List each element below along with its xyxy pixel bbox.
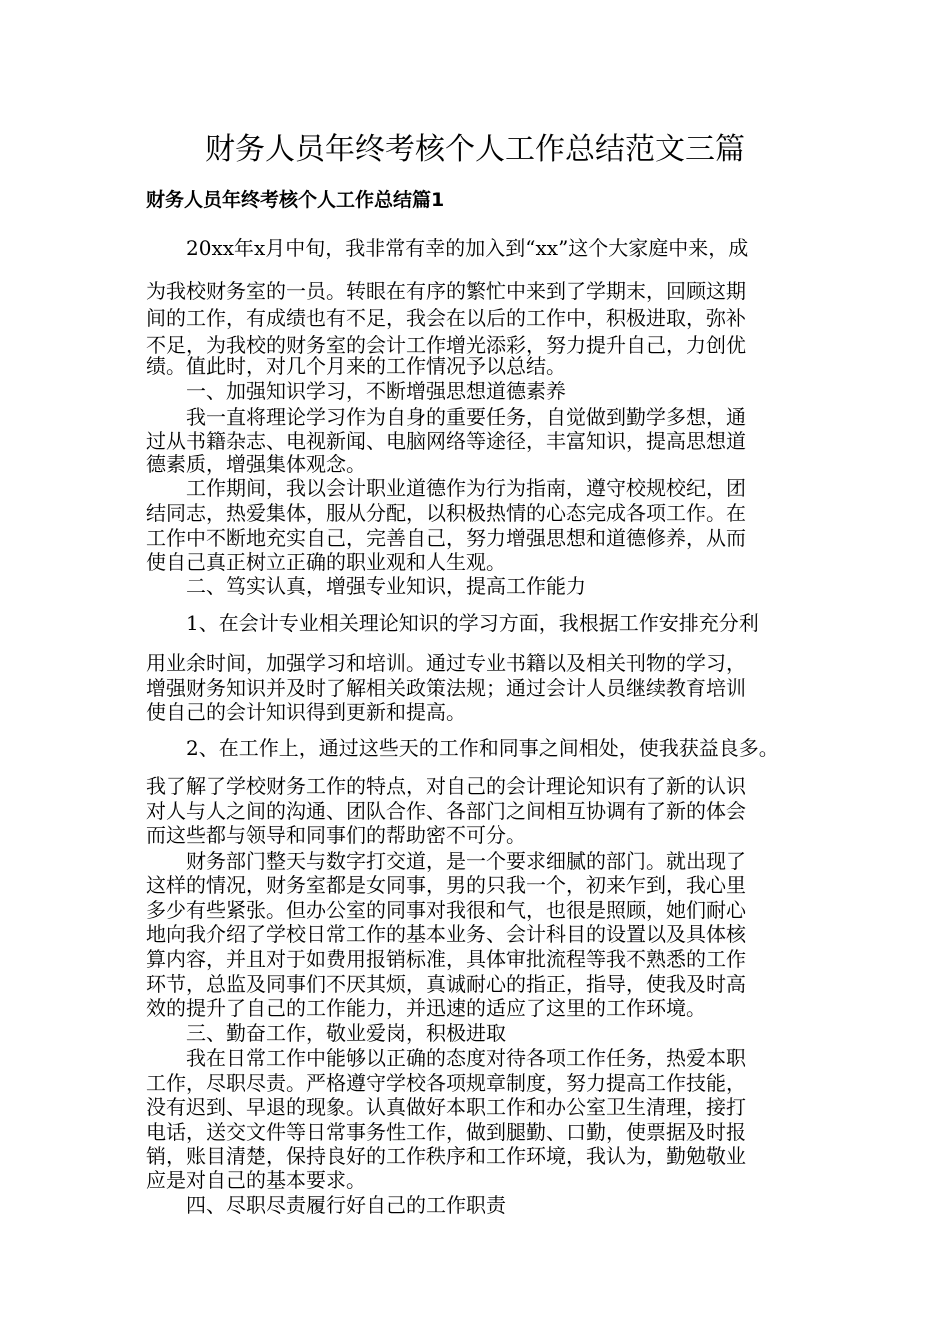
text-line: 增强财务知识并及时了解相关政策法规；通过会计人员继续教育培训 (146, 676, 746, 700)
text-line: 为我校财务室的一员。转眼在有序的繁忙中来到了学期末，回顾这期 (146, 279, 746, 303)
text-line: 没有迟到、早退的现象。认真做好本职工作和办公室卫生清理，接打 (146, 1095, 746, 1119)
text-line: 使自己的会计知识得到更新和提高。 (146, 700, 466, 724)
text-line: 四、尽职尽责履行好自己的工作职责 (186, 1193, 506, 1217)
text-line: 电话，送交文件等日常事务性工作，做到腿勤、口勤，使票据及时报 (146, 1120, 746, 1144)
text-line: 效的提升了自己的工作能力，并迅速的适应了这里的工作环境。 (146, 996, 706, 1020)
text-line: 用业余时间，加强学习和培训。通过专业书籍以及相关刊物的学习， (146, 651, 746, 675)
text-line: 工作期间，我以会计职业道德作为行为指南，遵守校规校纪，团 (186, 476, 746, 500)
section-heading: 财务人员年终考核个人工作总结篇1 (146, 189, 445, 211)
text-line: 销，账目清楚，保持良好的工作秩序和工作环境，我认为，勤勉敬业 (146, 1144, 746, 1168)
text-line: 2、在工作上，通过这些天的工作和同事之间相处，使我获益良多。 (186, 736, 779, 760)
text-line: 过从书籍杂志、电视新闻、电脑网络等途径，丰富知识，提高思想道 (146, 429, 746, 453)
text-line: 间的工作，有成绩也有不足，我会在以后的工作中，积极进取，弥补 (146, 306, 746, 330)
text-line: 对人与人之间的沟通、团队合作、各部门之间相互协调有了新的体会 (146, 799, 746, 823)
text-line: 多少有些紧张。但办公室的同事对我很和气，也很是照顾，她们耐心 (146, 898, 746, 922)
text-line: 算内容，并且对于如费用报销标准，具体审批流程等我不熟悉的工作 (146, 947, 746, 971)
text-line: 而这些都与领导和同事们的帮助密不可分。 (146, 823, 526, 847)
text-line: 我一直将理论学习作为自身的重要任务，自觉做到勤学多想，通 (186, 405, 746, 429)
text-line: 应是对自己的基本要求。 (146, 1168, 366, 1192)
text-line: 德素质，增强集体观念。 (146, 452, 366, 476)
text-line: 结同志，热爱集体，服从分配，以积极热情的心态完成各项工作。在 (146, 501, 746, 525)
text-line: 财务部门整天与数字打交道，是一个要求细腻的部门。就出现了 (186, 849, 746, 873)
text-line: 使自己真正树立正确的职业观和人生观。 (146, 550, 506, 574)
text-line: 环节，总监及同事们不厌其烦，真诚耐心的指正，指导，使我及时高 (146, 972, 746, 996)
text-line: 我在日常工作中能够以正确的态度对待各项工作任务，热爱本职 (186, 1046, 746, 1070)
text-line: 1、在会计专业相关理论知识的学习方面，我根据工作安排充分利 (186, 611, 759, 635)
text-line: 不足，为我校的财务室的会计工作增光添彩，努力提升自己，力创优 (146, 333, 746, 357)
text-line: 这样的情况，财务室都是女同事，男的只我一个，初来乍到，我心里 (146, 873, 746, 897)
text-line: 我了解了学校财务工作的特点，对自己的会计理论知识有了新的认识 (146, 774, 746, 798)
text-line: 二、笃实认真，增强专业知识，提高工作能力 (186, 574, 586, 598)
text-line: 绩。值此时，对几个月来的工作情况予以总结。 (146, 354, 566, 378)
text-line: 一、加强知识学习，不断增强思想道德素养 (186, 379, 566, 403)
text-line: 地向我介绍了学校日常工作的基本业务、会计科目的设置以及具体核 (146, 922, 746, 946)
text-line: 工作，尽职尽责。严格遵守学校各项规章制度，努力提高工作技能， (146, 1071, 746, 1095)
text-line: 三、勤奋工作，敬业爱岗，积极进取 (186, 1021, 506, 1045)
text-line: 工作中不断地充实自己，完善自己，努力增强思想和道德修养，从而 (146, 526, 746, 550)
document-title: 财务人员年终考核个人工作总结范文三篇 (205, 132, 745, 167)
text-line: 20xx年x月中旬，我非常有幸的加入到“xx”这个大家庭中来，成 (186, 236, 749, 260)
